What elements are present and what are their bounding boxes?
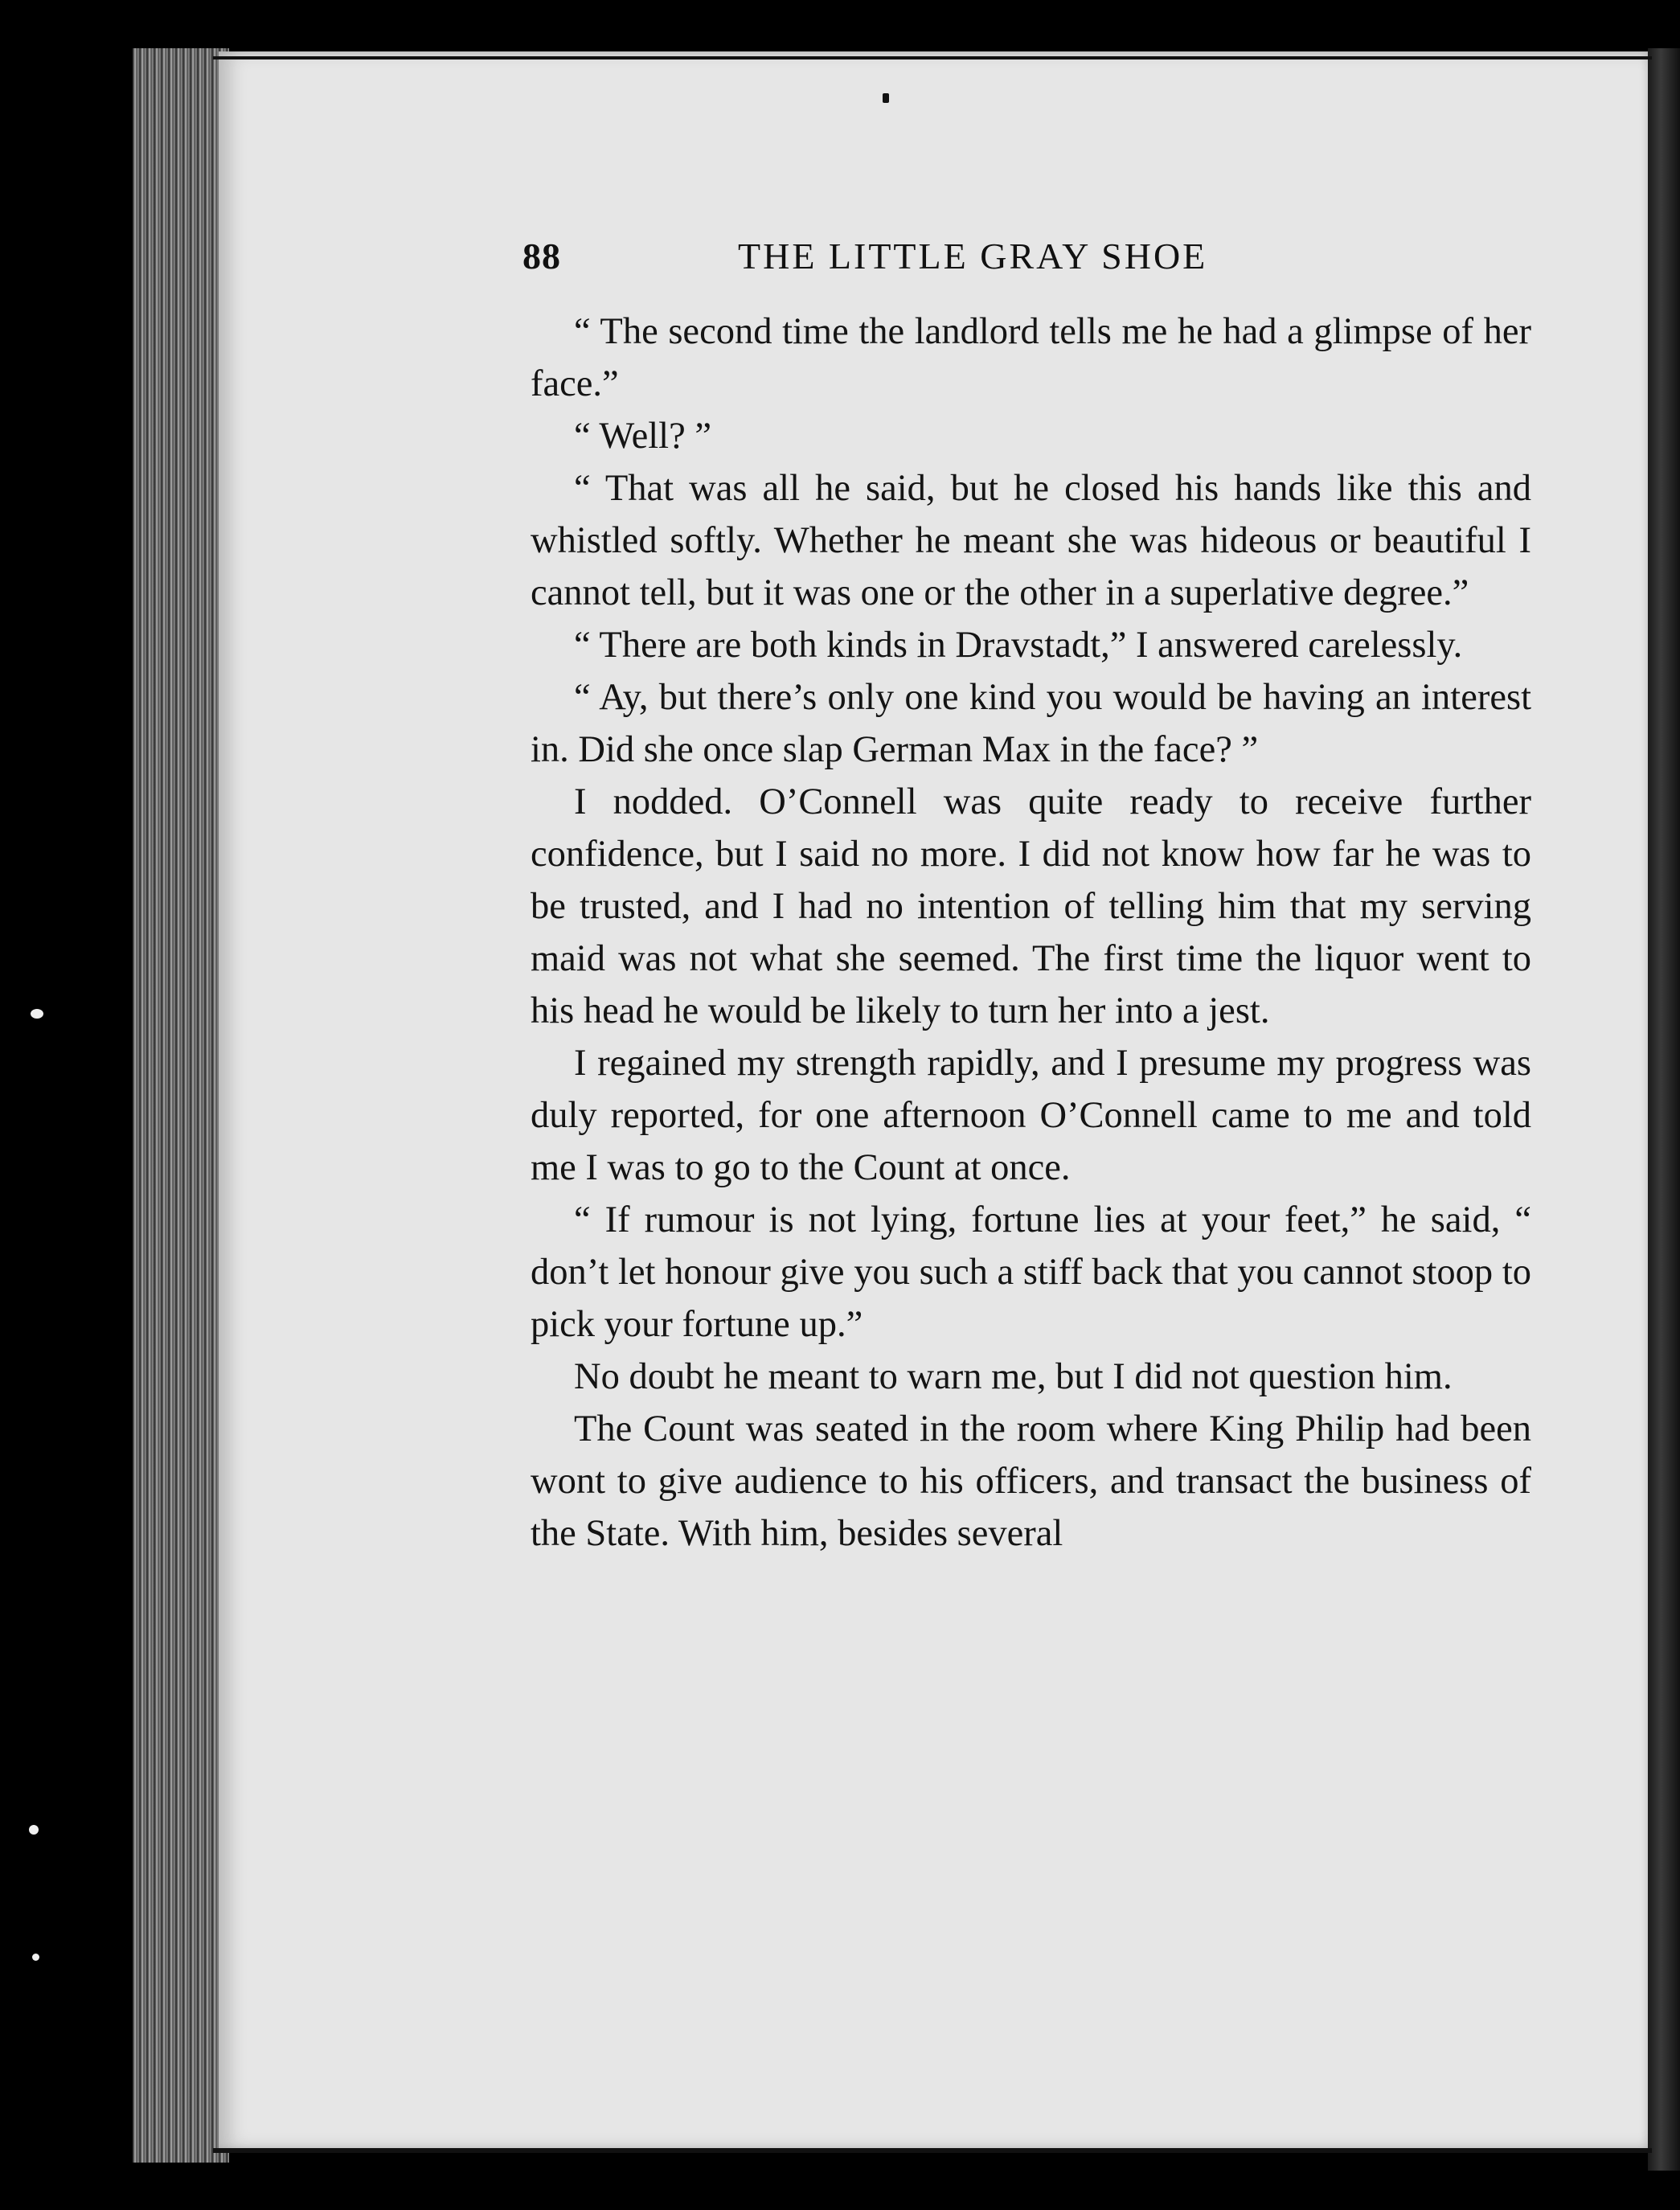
paragraph: The Count was seated in the room where King Philip had been wont to give audience to his officers, and transact the business of the State. With him, besides several (531, 1408, 1531, 1554)
paragraph: I regained my strength rapidly, and I presume my progress was duly reported, for one afternoon O’Connell came to me and told me I was to go to the Count at once. (531, 1043, 1531, 1188)
book-right-edge (1648, 48, 1680, 2171)
page-header (522, 235, 1326, 283)
paragraph: “ Well? ” (574, 416, 711, 457)
running-title: THE LITTLE GRAY SHOE (738, 236, 1208, 277)
paragraph: “ If rumour is not lying, fortune lies at your feet,” he said, “ don’t let honour give you such a stiff back that you cannot stoop to pick your fortune up.” (531, 1199, 1531, 1345)
page-top-border (213, 56, 1652, 59)
page-number: 88 (522, 236, 561, 277)
paragraph: “ That was all he said, but he closed his hands like this and whistled softly. Whether he meant she was hideous or beautiful I cannot tell, but it was one or the other in a superlative degree.” (531, 468, 1531, 613)
ink-dot-mark (883, 93, 889, 103)
scan-speck (31, 1009, 43, 1019)
paragraph: “ The second time the landlord tells me he had a glimpse of her face.” (531, 311, 1531, 404)
paragraph: No doubt he meant to warn me, but I did not question him. (574, 1356, 1453, 1397)
scan-speck (32, 1954, 39, 1961)
paragraph: I nodded. O’Connell was quite ready to receive further confidence, but I said no more. I did not know how far he was to be trusted, and I had no intention of telling him that my serving maid was not what she seemed. The first time the liquor went to his head he would be likely to turn her into a jest. (531, 781, 1531, 1031)
paragraph: “ Ay, but there’s only one kind you would be having an interest in. Did she once slap German Max in the face? ” (531, 677, 1531, 770)
page-bottom-border (213, 2148, 1652, 2153)
scan-speck (29, 1825, 39, 1835)
body-text (531, 305, 1531, 1560)
book-page-edges (133, 48, 229, 2163)
paragraph: “ There are both kinds in Dravstadt,” I answered carelessly. (574, 625, 1463, 666)
